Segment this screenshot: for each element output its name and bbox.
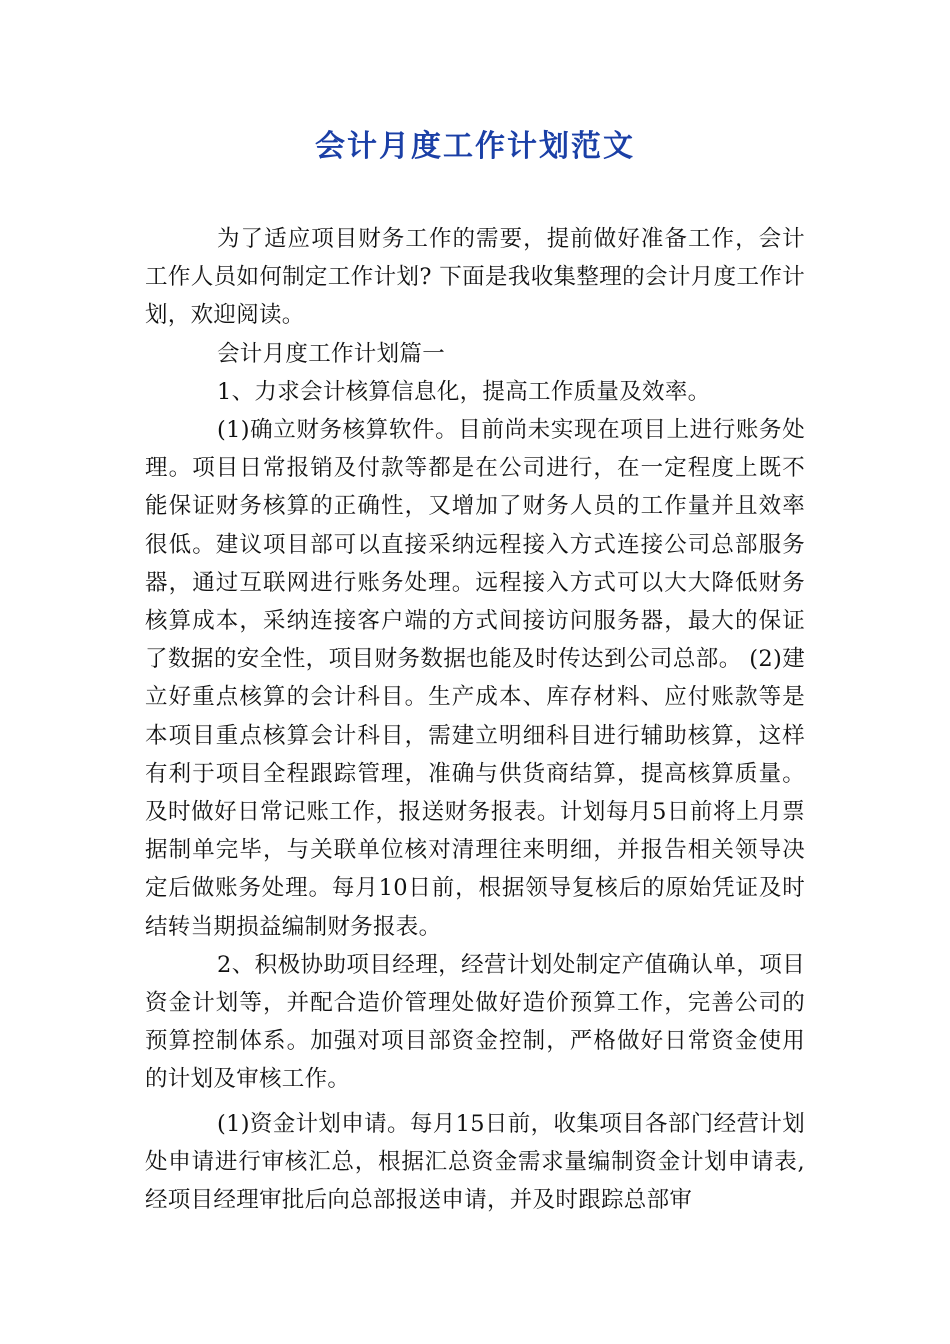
paragraph-item-2: 2、积极协助项目经理，经营计划处制定产值确认单，项目资金计划等，并配合造价管理处做好造价预算工作，完善公司的预算控制体系。加强对项目部资金控制，严格做好日常资金使用的计划及审核工作。 xyxy=(145,951,805,1093)
document-body xyxy=(145,220,805,1219)
paragraph-item-2-detail: (1)资金计划申请。每月15日前，收集项目各部门经营计划处申请进行审核汇总，根据汇总资金需求量编制资金计划申请表,经项目经理审批后向总部报送申请，并及时跟踪总部审 xyxy=(145,1110,805,1214)
paragraph-item-1-detail: (1)确立财务核算软件。目前尚未实现在项目上进行账务处理。项目日常报销及付款等都是在公司进行，在一定程度上既不能保证财务核算的正确性，又增加了财务人员的工作量并且效率很低。建议项目部可以直接采纳远程接入方式连接公司总部服务器，通过互联网进行账务处理。远程接入方式可以大大降低财务核算成本，采纳连接客户端的方式间接访问服务器，最大的保证了数据的安全性，项目财务数据也能及时传达到公司总部。 (2)建立好重点核算的会计科目。生产成本、库存材料、应付账款等是本项目重点核算会计科目，需建立明细科目进行辅助核算，这样有利于项目全程跟踪管理，准确与供货商结算，提高核算质量。及时做好日常记账工作，报送财务报表。计划每月5日前将上月票据制单完毕，与关联单位核对清理往来明细，并报告相关领导决定后做账务处理。每月10日前，根据领导复核后的原始凭证及时结转当期损益编制财务报表。 xyxy=(145,417,805,940)
document-title: 会计月度工作计划范文 xyxy=(315,129,635,164)
paragraph-item-1: 1、力求会计核算信息化，提高工作质量及效率。 xyxy=(217,378,711,405)
paragraph-section-heading: 会计月度工作计划篇一 xyxy=(217,340,446,367)
paragraph-intro: 为了适应项目财务工作的需要，提前做好准备工作，会计工作人员如何制定工作计划? 下面是我收集整理的会计月度工作计划，欢迎阅读。 xyxy=(145,226,805,329)
